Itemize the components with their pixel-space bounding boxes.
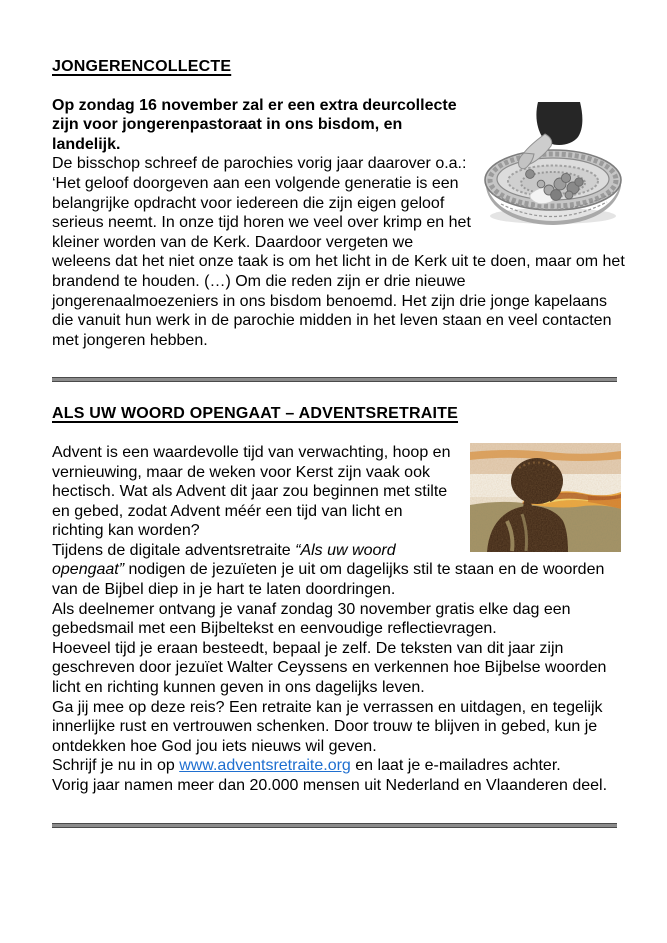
teksten-paragraph: Hoeveel tijd je eraan besteedt, bepaal je zelf. De teksten van dit jaar zijn geschreven door jezuïet Walter Ceyssens en verkennen hoe Bijbelse woorden licht en richting kunnen geven in ons dagelijks leven. [52,639,607,697]
inschrijven-paragraph [52,756,626,776]
adventsretraite-link[interactable]: www.adventsretraite.org [179,757,351,775]
retraite-title-italic: “Als uw woord opengaat” [52,541,396,579]
retraite-run-2: nodigen de jezuïeten je uit om dagelijks stil te staan en de woorden van de Bijbel diep in je hart te laten doordringen. [52,561,605,599]
sunset-figure-image [470,443,621,552]
vorigjaar-paragraph: Vorig jaar namen meer dan 20.000 mensen uit Nederland en Vlaanderen deel. [52,777,608,794]
inschrijven-run-1: Schrijf je nu in op [52,757,180,775]
page-content [52,57,626,828]
dropping-coin [526,169,535,178]
heading-jongerencollecte: JONGERENCOLLECTE [52,58,232,75]
heading-adventsretraite: ALS UW WOORD OPENGAAT – ADVENTSRETRAITE [52,405,459,423]
deelnemer-paragraph: Als deelnemer ontvang je vanaf zondag 30 november gratis elke dag een gebedsmail met een Bijbeltekst en eenvoudige reflectievragen. [52,600,571,638]
collection-basket-illustration [481,102,626,229]
reis-paragraph: Ga jij mee op deze reis? Een retraite kan je verrassen en uitdagen, en tegelijk innerlijke rust en vertrouwen schenken. Door trouw te blijven in gebed, kun je ontdekken hoe God jou iets nieuws wil geven. [52,698,603,755]
body-paragraph: De bisschop schreef de parochies vorig jaar daarover o.a.: ‘Het geloof doorgeven aan een volgende generatie is een belangrijke opdracht voor iedereen die zijn eigen geloof serieus neemt. In onze tijd horen we veel over krimp en het kleiner worden van de Kerk. Daardoor vergeten we weleens dat het niet onze taak is om het licht in de Kerk uit te doen, maar om het brandend te houden. (…) Om die reden zijn er drie nieuwe jongerenaalmoezeniers in ons bisdom benoemd. Het zijn drie jonge kapelaans die vanuit hun werk in de parochie midden in het leven staan en veel contacten met jongeren hebben. [52,155,625,349]
inschrijven-run-2: en laat je e-mailadres achter. [350,757,561,775]
grain-overlay [470,443,621,552]
section-divider-1 [52,377,617,382]
section-divider-2 [52,823,617,828]
retraite-run-1: Tijdens de digitale adventsretraite [52,541,296,559]
sunset-figure-illustration [470,443,621,552]
lead-paragraph: Op zondag 16 november zal er een extra deurcollecte zijn voor jongerenpastoraat in ons bisdom, en landelijk. [52,96,457,153]
section-jongerencollecte [52,96,626,351]
collection-basket-image [481,102,626,229]
section-adventsretraite [52,443,626,796]
intro-paragraph: Advent is een waardevolle tijd van verwachting, hoop en vernieuwing, maar de weken voor Kerst zijn vaak ook hectisch. Wat als Advent dit jaar zou beginnen met stilte en gebed, zodat Advent méér een tijd van licht en richting kan worden? [52,443,451,540]
